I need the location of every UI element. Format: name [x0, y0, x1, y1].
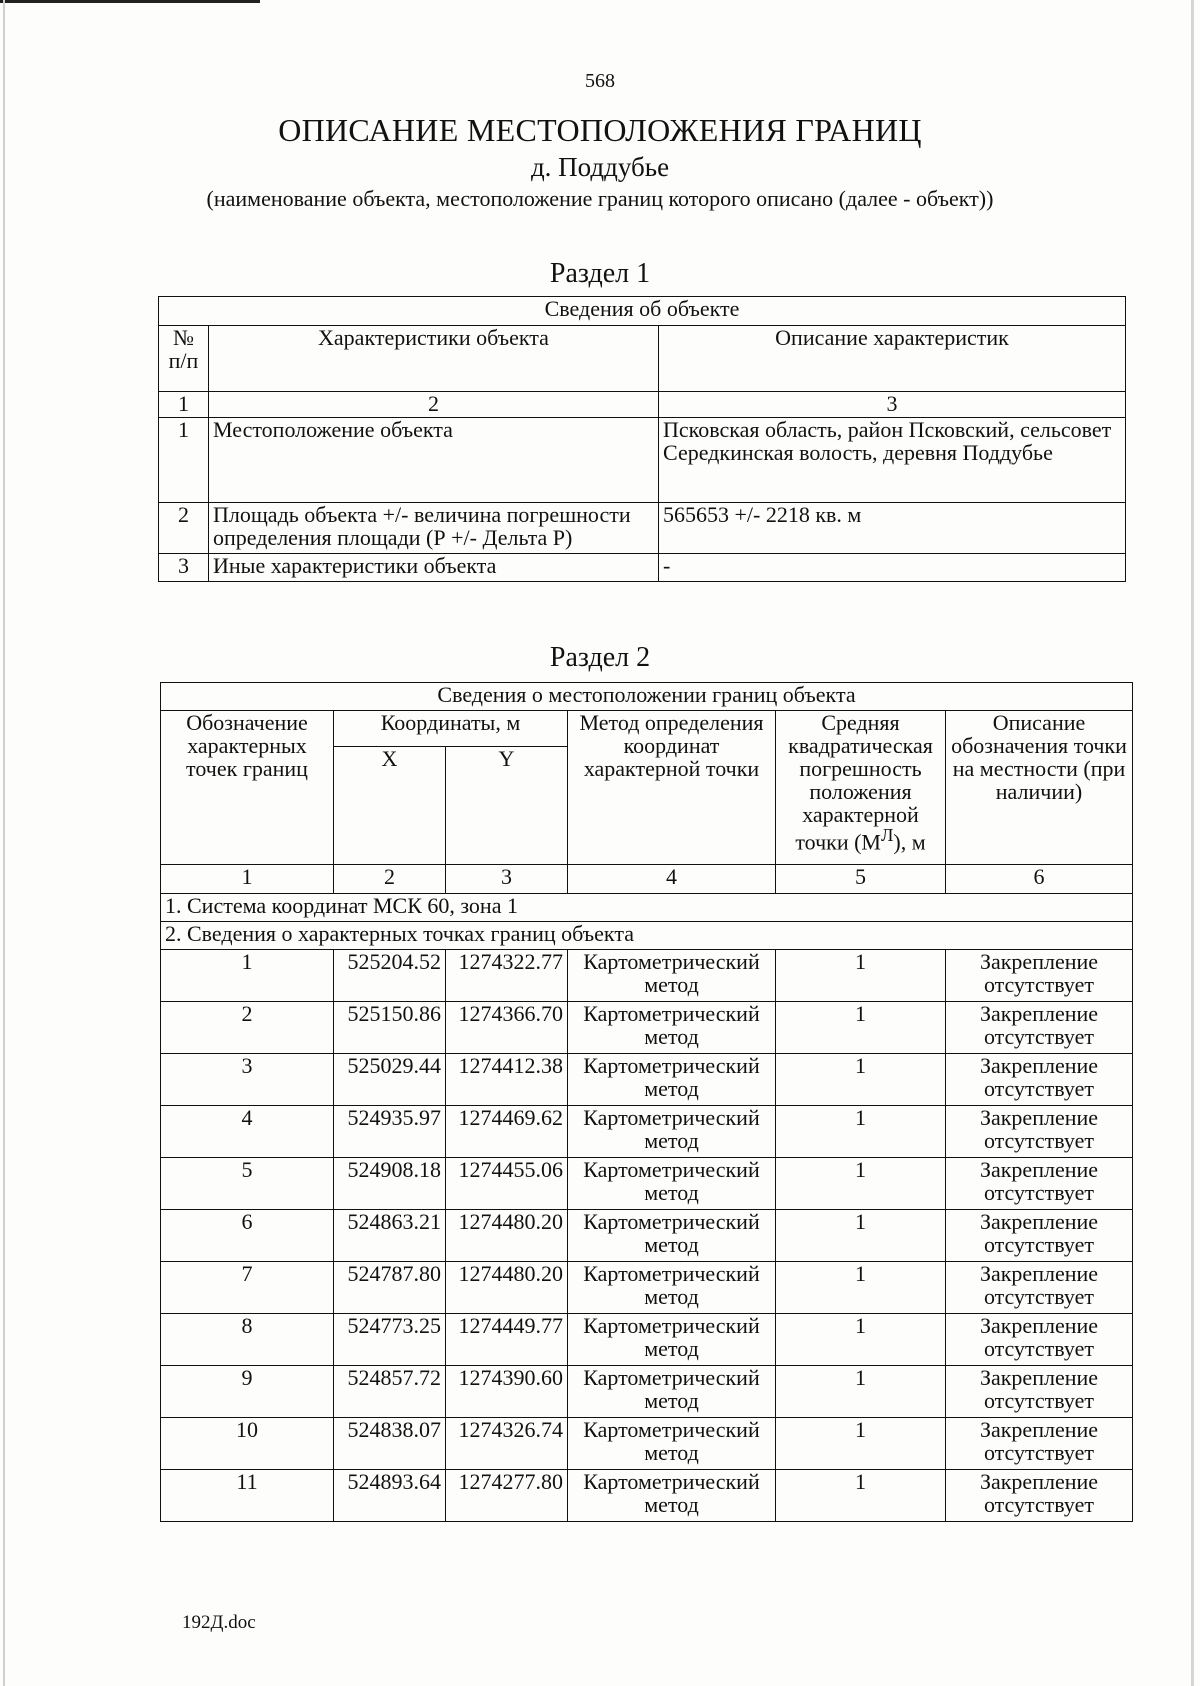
method-cell: Картометрический метод [568, 1158, 776, 1210]
header-error [776, 711, 946, 865]
table-title-row [161, 683, 1133, 711]
row-number: 2 [159, 503, 209, 554]
marker-cell: Закрепление отсутствует [946, 1158, 1133, 1210]
y-coordinate: 1274480.20 [446, 1262, 568, 1314]
point-number: 9 [161, 1366, 334, 1418]
point-number: 6 [161, 1210, 334, 1262]
point-number: 5 [161, 1158, 334, 1210]
header-y: Y [446, 747, 568, 865]
table-title-row [159, 297, 1126, 326]
table-row [161, 1002, 1133, 1054]
y-coordinate: 1274469.62 [446, 1106, 568, 1158]
object-info-table [158, 296, 1126, 582]
section-1-title: Раздел 1 [549, 258, 651, 289]
error-cell: 1 [776, 1366, 946, 1418]
marker-cell: Закрепление отсутствует [946, 1106, 1133, 1158]
description-cell: 565653 +/- 2218 кв. м [659, 503, 1126, 554]
table-row [161, 950, 1133, 1002]
x-coordinate: 524787.80 [334, 1262, 446, 1314]
scan-edge-left [3, 0, 5, 1686]
method-cell: Картометрический метод [568, 1262, 776, 1314]
object-caption: (наименование объекта, местоположение границ которого описано (далее - объект)) [206, 186, 994, 211]
marker-cell: Закрепление отсутствует [946, 1054, 1133, 1106]
table-row [161, 1054, 1133, 1106]
header-characteristic: Характеристики объекта [209, 326, 659, 392]
y-coordinate: 1274277.80 [446, 1470, 568, 1522]
col-number: 6 [946, 865, 1133, 894]
column-number-row [159, 392, 1126, 418]
point-number: 11 [161, 1470, 334, 1522]
characteristic-cell: Местоположение объекта [209, 418, 659, 503]
method-cell: Картометрический метод [568, 1314, 776, 1366]
col-number: 2 [209, 392, 659, 418]
error-cell: 1 [776, 1210, 946, 1262]
points-body [161, 950, 1133, 1522]
header-number: № п/п [159, 326, 209, 392]
y-coordinate: 1274455.06 [446, 1158, 568, 1210]
x-coordinate: 524908.18 [334, 1158, 446, 1210]
row-number: 1 [159, 418, 209, 503]
x-coordinate: 524935.97 [334, 1106, 446, 1158]
header-coordinates: Координаты, м [334, 711, 568, 747]
header-point: Обозначение характерных точек границ [161, 711, 334, 865]
error-cell: 1 [776, 1106, 946, 1158]
point-number: 3 [161, 1054, 334, 1106]
x-coordinate: 524773.25 [334, 1314, 446, 1366]
method-cell: Картометрический метод [568, 1054, 776, 1106]
marker-cell: Закрепление отсутствует [946, 1002, 1133, 1054]
point-number: 1 [161, 950, 334, 1002]
points-heading-row [161, 922, 1133, 950]
description-cell: Псковская область, район Псковский, сельсовет Середкинская волость, деревня Поддубье [659, 418, 1126, 503]
marker-cell: Закрепление отсутствует [946, 1470, 1133, 1522]
method-cell: Картометрический метод [568, 1002, 776, 1054]
table-row [161, 1314, 1133, 1366]
y-coordinate: 1274322.77 [446, 950, 568, 1002]
header-x: X [334, 747, 446, 865]
boundary-points-table [160, 682, 1133, 1522]
points-heading: 2. Сведения о характерных точках границ объекта [161, 922, 1133, 950]
x-coordinate: 524863.21 [334, 1210, 446, 1262]
x-coordinate: 525150.86 [334, 1002, 446, 1054]
header-method: Метод определения координат характерной точки [568, 711, 776, 865]
header-marker: Описание обозначения точки на местности (при наличии) [946, 711, 1133, 865]
row-number: 3 [159, 554, 209, 582]
point-number: 8 [161, 1314, 334, 1366]
table-row [161, 1470, 1133, 1522]
marker-cell: Закрепление отсутствует [946, 1418, 1133, 1470]
col-number: 5 [776, 865, 946, 894]
page-number: 568 [585, 70, 615, 92]
system-row [161, 894, 1133, 922]
table-row [161, 1210, 1133, 1262]
col-number: 1 [159, 392, 209, 418]
coordinate-system: 1. Система координат МСК 60, зона 1 [161, 894, 1133, 922]
document-title: ОПИСАНИЕ МЕСТОПОЛОЖЕНИЯ ГРАНИЦ [278, 112, 922, 148]
col-number: 1 [161, 865, 334, 894]
header-row [161, 711, 1133, 747]
marker-cell: Закрепление отсутствует [946, 1366, 1133, 1418]
col-number: 4 [568, 865, 776, 894]
table-row [161, 1366, 1133, 1418]
table-row [161, 1158, 1133, 1210]
error-cell: 1 [776, 1054, 946, 1106]
error-cell: 1 [776, 1314, 946, 1366]
description-cell: - [659, 554, 1126, 582]
point-number: 10 [161, 1418, 334, 1470]
table-row [161, 1106, 1133, 1158]
point-number: 4 [161, 1106, 334, 1158]
marker-cell: Закрепление отсутствует [946, 950, 1133, 1002]
error-cell: 1 [776, 1158, 946, 1210]
table-row [159, 554, 1126, 582]
y-coordinate: 1274366.70 [446, 1002, 568, 1054]
table-row [161, 1262, 1133, 1314]
error-cell: 1 [776, 950, 946, 1002]
method-cell: Картометрический метод [568, 1210, 776, 1262]
marker-cell: Закрепление отсутствует [946, 1314, 1133, 1366]
object-info-table-title: Сведения об объекте [159, 297, 1126, 326]
error-cell: 1 [776, 1470, 946, 1522]
method-cell: Картометрический метод [568, 1106, 776, 1158]
object-name: д. Поддубье [530, 152, 670, 182]
header-description: Описание характеристик [659, 326, 1126, 392]
col-number: 3 [659, 392, 1126, 418]
table-row [159, 418, 1126, 503]
boundary-table-title: Сведения о местоположении границ объекта [161, 683, 1133, 711]
y-coordinate: 1274412.38 [446, 1054, 568, 1106]
header-error-sup: Л [880, 825, 894, 846]
method-cell: Картометрический метод [568, 950, 776, 1002]
x-coordinate: 524857.72 [334, 1366, 446, 1418]
point-number: 2 [161, 1002, 334, 1054]
x-coordinate: 525029.44 [334, 1054, 446, 1106]
marker-cell: Закрепление отсутствует [946, 1210, 1133, 1262]
y-coordinate: 1274390.60 [446, 1366, 568, 1418]
header-row [159, 326, 1126, 392]
method-cell: Картометрический метод [568, 1366, 776, 1418]
method-cell: Картометрический метод [568, 1470, 776, 1522]
col-number: 3 [446, 865, 568, 894]
x-coordinate: 524893.64 [334, 1470, 446, 1522]
column-number-row [161, 865, 1133, 894]
col-number: 2 [334, 865, 446, 894]
table-row [161, 1418, 1133, 1470]
scan-artifact-top [0, 0, 260, 3]
scan-edge-right [1191, 0, 1194, 1686]
header-error-text: Средняя квадратическая погрешность положения характерной точки (М [788, 710, 933, 855]
header-error-tail: ), м [893, 829, 926, 855]
point-number: 7 [161, 1262, 334, 1314]
y-coordinate: 1274449.77 [446, 1314, 568, 1366]
error-cell: 1 [776, 1262, 946, 1314]
characteristic-cell: Площадь объекта +/- величина погрешности определения площади (Р +/- Дельта Р) [209, 503, 659, 554]
x-coordinate: 525204.52 [334, 950, 446, 1002]
error-cell: 1 [776, 1418, 946, 1470]
characteristic-cell: Иные характеристики объекта [209, 554, 659, 582]
section-2-title: Раздел 2 [549, 642, 651, 673]
marker-cell: Закрепление отсутствует [946, 1262, 1133, 1314]
y-coordinate: 1274480.20 [446, 1210, 568, 1262]
table-row [159, 503, 1126, 554]
method-cell: Картометрический метод [568, 1418, 776, 1470]
x-coordinate: 524838.07 [334, 1418, 446, 1470]
error-cell: 1 [776, 1002, 946, 1054]
y-coordinate: 1274326.74 [446, 1418, 568, 1470]
file-name: 192Д.doc [182, 1612, 256, 1633]
